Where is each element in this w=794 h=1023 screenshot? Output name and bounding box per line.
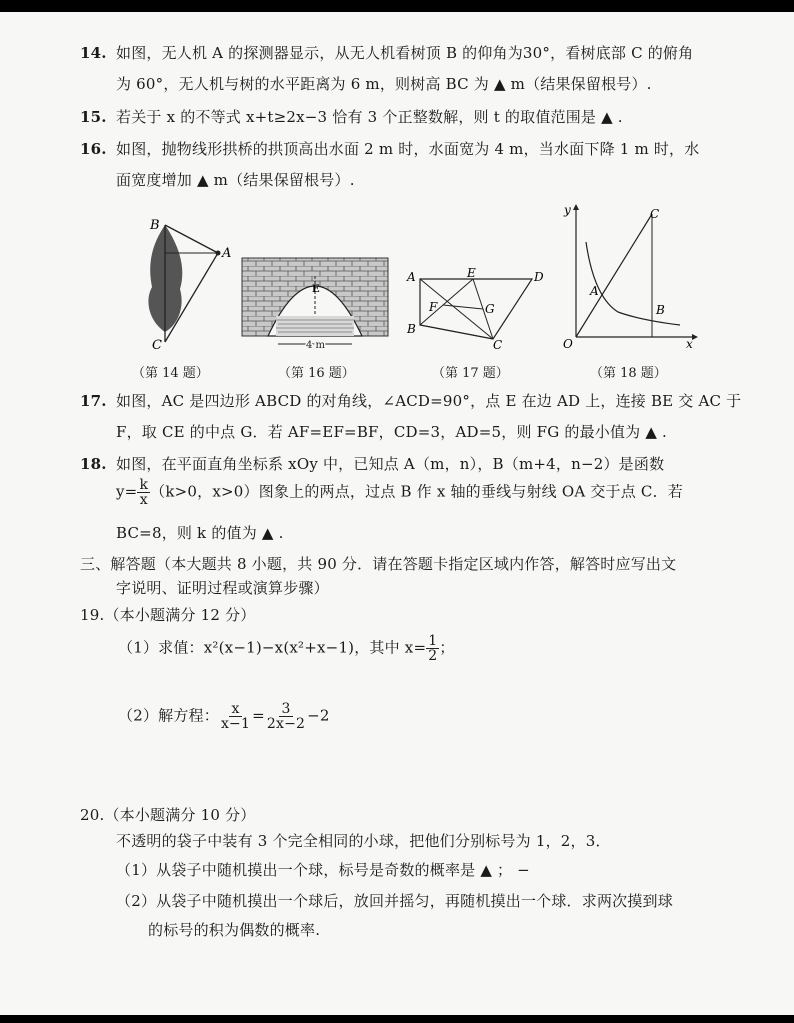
exam-page: [0, 12, 794, 1015]
q19-p2-lden: x−1: [220, 716, 251, 732]
q18-text-1: 如图，在平面直角坐标系 xOy 中，已知点 A（m，n），B（m+4，n−2）是函数: [116, 455, 665, 473]
fig17-label-g: G: [485, 302, 495, 316]
fig14-label-b: B: [150, 218, 160, 233]
q14-line1: [80, 42, 693, 63]
q19-p2-post: −2: [307, 706, 330, 725]
q15-number: 15.: [80, 108, 107, 126]
q20-line1: 不透明的袋子中装有 3 个完全相同的小球，把他们分别标号为 1，2，3．: [116, 832, 611, 850]
q17-text-1: 如图，AC 是四边形 ABCD 的对角线，∠ACD=90°，点 E 在边 AD 上，连接 BE 交 AC 于: [116, 392, 742, 410]
q15-text: 若关于 x 的不等式 x+t≥2x−3 恰有 3 个正整数解，则 t 的取值范围是 ▲ .: [116, 108, 623, 126]
q19-p2-right-fraction: [265, 702, 307, 731]
fig18-label-b: B: [656, 303, 665, 317]
fig17-label-f: F: [429, 300, 438, 314]
fig18-caption: （第 18 题）: [590, 366, 667, 381]
q20-part1: （1）从袋子中随机摸出一个球，标号是奇数的概率是 ▲ ； −: [116, 861, 530, 879]
figure-17: [405, 267, 555, 352]
q15-line1: [80, 106, 623, 127]
fig16-label-e: E: [312, 284, 320, 295]
fig14-caption: （第 14 题）: [132, 366, 209, 381]
fig17-label-d: D: [534, 270, 544, 284]
q19-header: 19.（本小题满分 12 分）: [80, 606, 256, 624]
q14-text-1: 如图，无人机 A 的探测器显示，从无人机看树顶 B 的仰角为30°，看树底部 C 的俯角: [116, 44, 694, 62]
q18-number: 18.: [80, 455, 107, 473]
q17-number: 17.: [80, 392, 107, 410]
figure-14: [130, 207, 240, 352]
q18-text-2: （k>0，x>0）图象上的两点，过点 B 作 x 轴的垂线与射线 OA 交于点 C．若: [150, 482, 683, 501]
fig18-label-y: y: [564, 203, 571, 217]
fig14-label-a: A: [222, 246, 232, 261]
fig17-label-c: C: [493, 338, 503, 352]
hyperbola-curve: [586, 242, 680, 325]
q18-frac-den: x: [139, 492, 148, 508]
figure-16: [240, 256, 390, 356]
q17-line1: [80, 390, 741, 411]
section3-line2: 字说明、证明过程或演算步骤）: [116, 579, 329, 597]
q16-line2: 面宽度增加 ▲ m（结果保留根号）.: [116, 171, 355, 189]
y-arrow: [573, 204, 579, 210]
fig18-label-x: x: [686, 337, 693, 350]
figure-18: [560, 202, 700, 350]
q14-line2: 为 60°，无人机与树的水平距离为 6 m，则树高 BC 为 ▲ m（结果保留根号）.: [116, 75, 652, 93]
q18-frac-num: k: [139, 477, 149, 493]
q18-line3: BC=8，则 k 的值为 ▲ .: [116, 524, 284, 542]
fig18-label-a: A: [590, 284, 599, 298]
q18-func-prefix: y=: [116, 482, 138, 501]
q19-p2-lnum: x: [231, 701, 240, 717]
line-fg: [443, 305, 483, 309]
bottom-dark-bar: [0, 1015, 794, 1023]
q19-part2: [118, 702, 330, 731]
fig17-label-b: B: [407, 322, 416, 336]
fig18-label-c: C: [650, 207, 660, 221]
fig17-label-e: E: [467, 267, 476, 280]
q19-p2-rnum: 3: [281, 701, 291, 717]
fig16-caption: （第 16 题）: [278, 366, 355, 381]
x-arrow: [692, 334, 698, 340]
q20-part2-line1: （2）从袋子中随机摸出一个球后，放回并摇匀，再随机摸出一个球．求两次摸到球: [116, 892, 673, 910]
q19-p1-text: （1）求值：x²(x−1)−x(x²+x−1)，其中 x=: [118, 638, 427, 657]
fig14-label-c: C: [152, 338, 162, 352]
fig18-label-o: O: [563, 337, 573, 350]
q20-header: 20.（本小题满分 10 分）: [80, 806, 256, 824]
q19-p1-fraction: [426, 634, 439, 663]
q19-p2-rden: 2x−2: [266, 716, 306, 732]
q16-text-1: 如图，抛物线形拱桥的拱顶高出水面 2 m 时，水面宽为 4 m，当水面下降 1 m 时，水: [116, 140, 700, 158]
water: [276, 316, 354, 336]
q19-p1-num: 1: [428, 633, 438, 649]
q19-part1: [118, 634, 455, 663]
fig17-label-a: A: [407, 270, 416, 284]
fig16-width-label: 4 m: [306, 340, 326, 351]
q18-line1: [80, 453, 664, 474]
drone-point: [216, 251, 221, 256]
q19-p2-text: （2）解方程：: [118, 706, 219, 725]
q19-p1-den: 2: [428, 648, 438, 664]
q18-fraction-k-over-x: [137, 478, 150, 507]
q17-line2: F，取 CE 的中点 G．若 AF=EF=BF，CD=3，AD=5，则 FG 的最小值为 ▲ .: [116, 423, 668, 441]
q14-number: 14.: [80, 44, 107, 62]
q18-line2: [116, 478, 683, 507]
q20-part2-line2: 的标号的积为偶数的概率.: [148, 921, 321, 939]
q19-p2-eq: =: [252, 706, 265, 725]
fig17-caption: （第 17 题）: [432, 366, 509, 381]
q16-line1: [80, 138, 699, 159]
line-bc: [420, 325, 493, 339]
section3-line1: 三、解答题（本大题共 8 小题，共 90 分．请在答题卡指定区域内作答，解答时应写出文: [80, 555, 677, 573]
q19-p1-post: ；: [439, 638, 455, 657]
q16-number: 16.: [80, 140, 107, 158]
q19-p2-left-fraction: [219, 702, 252, 731]
